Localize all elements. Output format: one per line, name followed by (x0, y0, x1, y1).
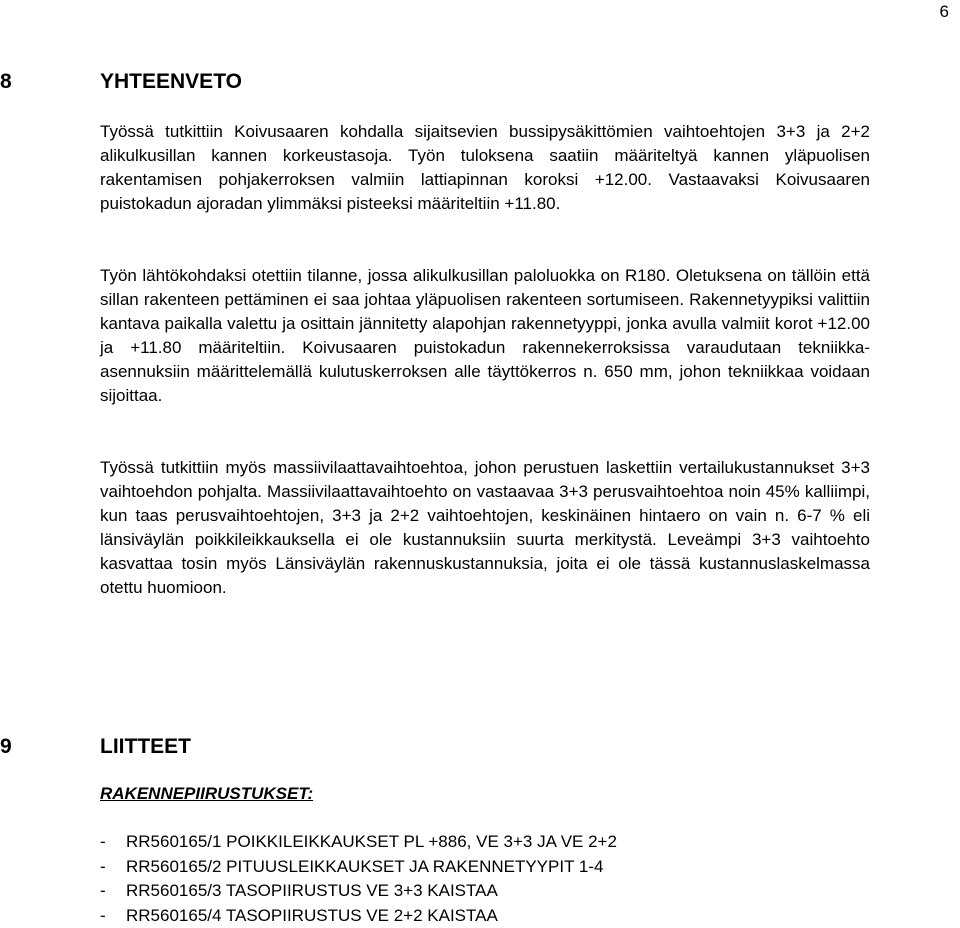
appendix-item-text: RR560165/4 TASOPIIRUSTUS VE 2+2 KAISTAA (126, 905, 498, 925)
list-dash: - (100, 905, 106, 925)
list-dash: - (100, 881, 106, 901)
list-dash: - (100, 856, 106, 876)
appendix-item-text: RR560165/2 PITUUSLEIKKAUKSET JA RAKENNETYYPIT 1-4 (126, 856, 604, 876)
section-title: LIITTEET (100, 735, 191, 758)
appendix-item-text: RR560165/1 POIKKILEIKKAUKSET PL +886, VE 3+3 JA VE 2+2 (126, 832, 617, 851)
drawings-subheading: RAKENNEPIIRUSTUKSET: (100, 784, 314, 803)
page-number: 6 (939, 2, 949, 21)
appendix-item-text: RR560165/3 TASOPIIRUSTUS VE 3+3 KAISTAA (126, 881, 498, 901)
paragraph: Työn lähtökohdaksi otettiin tilanne, jossa alikulkusillan paloluokka on R180. Oletuksena on tällöin että sillan rakenteen pettäminen ei saa johtaa yläpuolisen rakenteen sortumiseen. Rakennetyypiksi valittiin kantava paikalla valettu ja osittain jännitetty alapohjan rakennetyyppi, jonka avulla valmiit korot +12.00 ja +11.80 määriteltiin. Koivusaaren puistokadun rakennekerroksissa varaudutaan tekniikka-asennuksiin määrittelemällä kulutuskerroksen alle täyttökerros n. 650 mm, johon tekniikkaa voidaan sijoittaa. (100, 266, 870, 406)
paragraph: Työssä tutkittiin myös massiivilaattavaihtoehtoa, johon perustuen laskettiin vertailukustannukset 3+3 vaihtoehdon pohjalta. Massiivilaattavaihtoehto on vastaavaa 3+3 perusvaihtoehtoa noin 45% kalliimpi, kun taas perusvaihtoehtojen, 3+3 ja 2+2 vaihtoehtojen, keskinäinen hintaero on vain n. 6-7 % eli länsiväylän poikkileikkauksella ei ole kustannuksiin suurta merkitystä. Leveämpi 3+3 vaihtoehto kasvattaa tosin myös Länsiväylän rakennuskustannuksia, joita ei ole tässä kustannuslaskelmassa otettu huomioon. (100, 458, 870, 598)
section-number: 9 (0, 735, 12, 758)
paragraph: Työssä tutkittiin Koivusaaren kohdalla sijaitsevien bussipysäkittömien vaihtoehtojen 3+3 ja 2+2 alikulkusillan kannen korkeustasoja. Työn tuloksena saatiin määriteltyä kannen yläpuolisen rakentamisen pohjakerroksen valmiin lattiapinnan koroksi +12.00. Vastaavaksi Koivusaaren puistokadun ajoradan ylimmäksi pisteeksi määriteltiin +11.80. (100, 122, 870, 214)
list-dash: - (100, 832, 106, 851)
section-number: 8 (0, 70, 12, 93)
section-title: YHTEENVETO (100, 70, 242, 93)
